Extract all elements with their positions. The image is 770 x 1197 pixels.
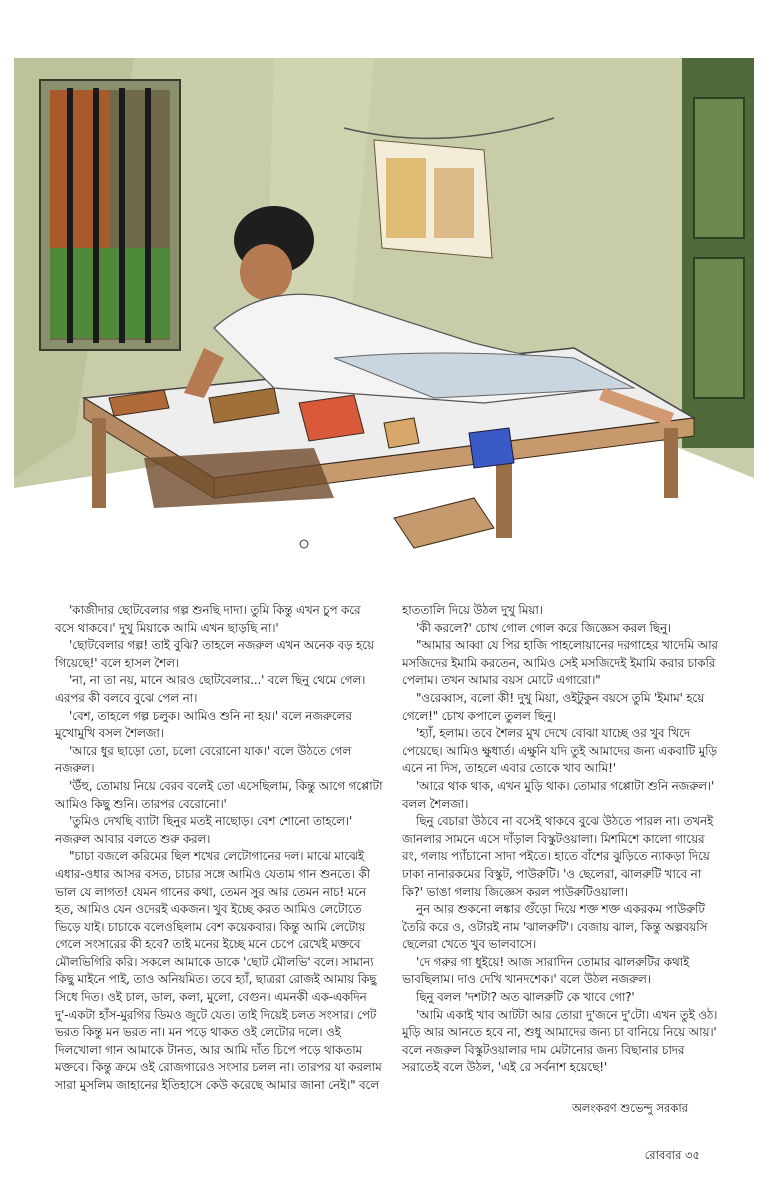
paragraph: ছিনু বেচারা উঠবে না বসেই থাকবে বুঝে উঠতে পারল না। তখনই জানলার সামনে এসে দাঁড়াল বিস্কুটওয়ালা। মিশমিশে কালো গায়ের রং, গলায় প্যাঁচানো সাদা পইতে। হাতে বাঁশের ঝুড়িতে ন্যাকড়া দিয়ে ঢাকা নানারকমের বিস্কুট, পাউরুটি। 'ও ছেলেরা, ঝালরুটি খাবে না কি?' ভাঙা গলায় জিজ্ঞেস করল পাউরুটিওয়ালা। bbox=[402, 814, 714, 899]
story-illustration bbox=[14, 58, 754, 558]
paragraph: নুন আর শুকনো লঙ্কার গুঁড়ো দিয়ে শক্ত শক্ত একরকম পাউরুটি তৈরি করে ও, ওটারই নাম 'ঝালরুটি'। বেজায় ঝাল, কিন্তু অল্পবয়সি ছেলেরা খেতে খুব ভালবাসে। bbox=[402, 902, 708, 952]
paragraph: "আমার আব্বা যে পির হাজি পাহলোয়ানের দরগাহের খাদেমি আর মসজিদের ইমামি করতেন, আমিও সেই মসজিদেই ইমামি করার চাকরি পেলাম। তখন আমার বয়স মোটে এগারো।" bbox=[402, 638, 718, 688]
paragraph: 'কাজীদার ছোটবেলার গল্প শুনছি দাদা। তুমি কিন্তু এখন চুপ করে বসে থাকবে।' দুখু মিয়াকে আমি এখন ছাড়ছি না।' bbox=[55, 603, 361, 635]
paragraph: 'তুমিও দেখছি ব্যাটা ছিনুর মতই নাছোড়। বেশ শোনো তাহলে।' নজরুল আবার বলতে শুরু করল। bbox=[55, 814, 353, 846]
door-icon bbox=[682, 58, 754, 448]
paragraph: 'আরে ধুর ছাড়ো তো, চলো বেরোনো যাক।' বলে উঠতে গেল নজরুল। bbox=[55, 743, 352, 776]
paragraph: 'হ্যাঁ, হলাম। তবে শৈলর মুখ দেখে বোঝা যাচ্ছে ওর খুব খিদে পেয়েছে। আমিও ক্ষুধার্ত। এক্ষুনি যদি তুই আমাদের জন্য একবাটি মুড়ি এনে না দিস, তাহলে এবার তোকে খাব আমি!' bbox=[402, 726, 717, 776]
paragraph: 'আরে থাক থাক, এখন মুড়ি থাক। তোমার গপ্পোটা শুনি নজরুল।' বলল শৈলজা। bbox=[402, 778, 715, 811]
paragraph: 'বেশ, তাহলে গল্প চলুক। আমিও শুনি না হয়।' বলে নজরুলের মুখোমুখি বসল শৈলজা। bbox=[55, 708, 352, 741]
paragraph: ছিনু বলল 'দশটা? অত ঝালরুটি কে খাবে গো?' bbox=[416, 990, 635, 1005]
left-text-column bbox=[55, 602, 383, 1095]
paragraph: 'উঁহু, তোমায় নিয়ে বেরব বলেই তো এসেছিলাম, কিন্তু আগে গপ্পোটা আমিও কিছু শুনি। তারপর বেরোনো।' bbox=[55, 778, 383, 811]
page-folio: রোববার ৩৫ bbox=[644, 1148, 700, 1162]
paragraph: 'কী করলে?' চোখ গোল গোল করে জিজ্ঞেস করল ছিনু। bbox=[416, 620, 672, 635]
paragraph: হাততালি দিয়ে উঠল দুখু মিয়া। bbox=[402, 603, 543, 617]
illustrated-scene-icon bbox=[14, 58, 754, 558]
illustration-credit: অলংকরণ শুভেন্দু সরকার bbox=[571, 1101, 688, 1115]
window-icon bbox=[40, 80, 180, 350]
paragraph: 'দে গরুর গা ধুইয়ে! আজ সারাদিন তোমার ঝালরুটির কথাই ভাবছিলাম। দাও দেখি খানদশেক।' বলে উঠল নজরুল। bbox=[402, 954, 690, 987]
paragraph: 'আমি একাই খাব আটটা আর তোরা দু'জনে দু'টো। এখন তুই ওঠ। মুড়ি আর আনতে হবে না, শুধু আমাদের জন্য চা বানিয়ে নিয়ে আয়।' বলে নজরুল বিস্কুটওয়ালার দাম মেটানোর জন্য বিছানার চাদর সরাতেই বলে উঠল, 'এই রে সর্বনাশ হয়েছে!' bbox=[402, 1007, 718, 1075]
paragraph: "ওরেব্বাস, বলো কী! দুখু মিয়া, ওইটুকুন বয়সে তুমি 'ইমাম' হয়ে গেলে!" চোখ কপালে তুলল ছিনু। bbox=[402, 690, 705, 723]
right-text-column bbox=[402, 602, 720, 1077]
paragraph: "চাচা বজলে করিমের ছিল শখের লেটোগানের দল। মাঝে মাঝেই এধার-ওধার আসর বসত, চাচার সঙ্গে আমিও যেতাম গান শুনতে। কী ভাল যে লাগত! যেমন গানের কথা, তেমন সুর আর তেমন নাচ! মনে হত, আমিও যেন ওদেরই একজন। খুব ইচ্ছে করত আমিও লেটোতে ভিড়ে যাই। চাচাকে বলেওছিলাম বেশ কয়েকবার। কিন্তু আমি লেটোয় গেলে সংসারের কী হবে? তাই মনের ইচ্ছে মনে চেপে রেখেই মক্তবে মৌলভিগিরি করি। সকলে আমাকে ডাকে 'ছোট মৌলভি' বলে। সামান্য কিছু মাইনে পাই, তাও অনিয়মিত। তবে হ্যাঁ, ছাত্ররা রোজই আমায় কিছু সিধে দিত। ওই চাল, ডাল, কলা, মুলো, বেগুন। এমনকী এক-একদিন দু'-একটা হাঁস-মুরগির ডিমও জুটে যেত। তাই দিয়েই চলত সংসার। পেট ভরত কিন্তু মন ভরত না। মন পড়ে থাকত ওই লেটোর দলে। ওই দিলখোলা গান আমাকে টানত, আর আমি দাঁত চিপে পড়ে থাকতাম মক্তবে। কিন্তু ক্রমে ওই রোজগারেও সংসার চলল না। তারপর যা করলাম সারা মুসলিম জাহানের ইতিহাসে কেউ করেছে আমার জানা নেই।" বলে bbox=[55, 849, 382, 1093]
paragraph: 'না, না তা নয়, মানে আরও ছোটবেলার...' বলে ছিনু থেমে গেল। এরপর কী বলবে বুঝে পেল না। bbox=[55, 673, 366, 705]
paragraph: 'ছোটবেলার গল্প! তাই বুঝি? তাহলে নজরুল এখন অনেক বড় হয়ে গিয়েছে!' বলে হাসল শৈল। bbox=[55, 638, 374, 670]
